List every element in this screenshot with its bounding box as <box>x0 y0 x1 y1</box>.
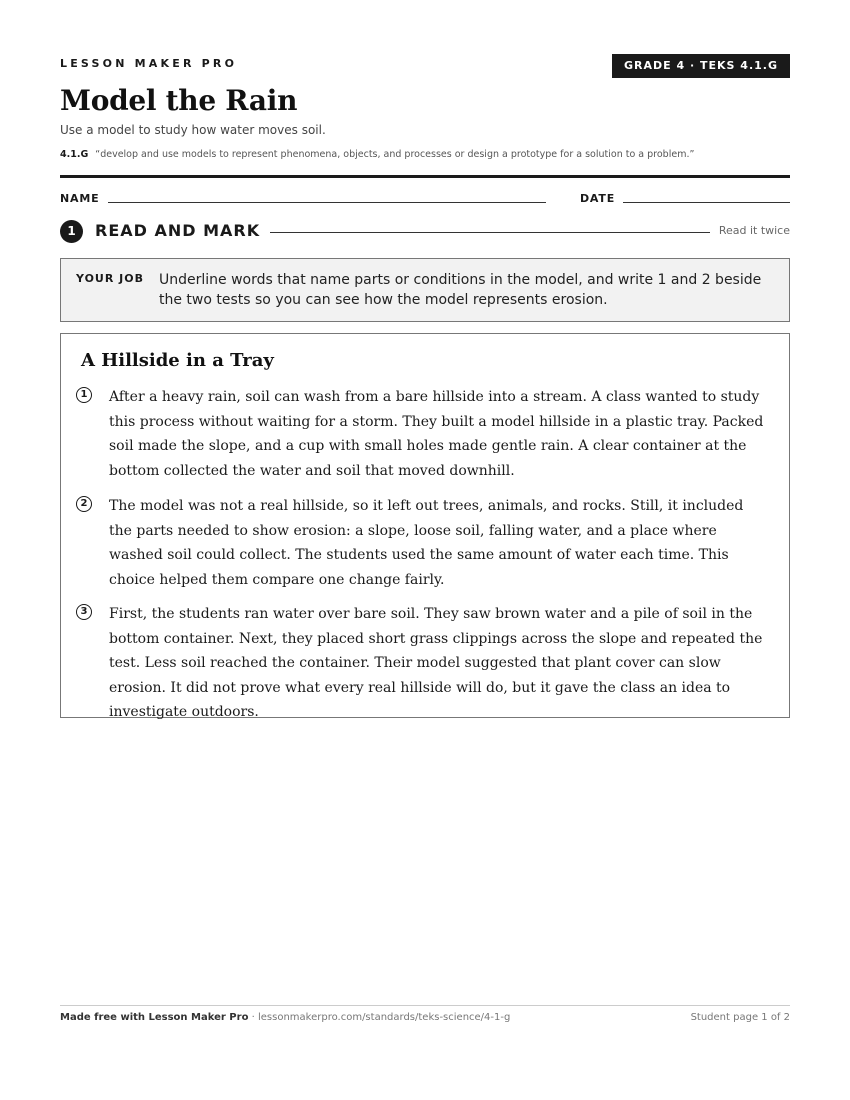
paragraph-text[interactable]: After a heavy rain, soil can wash from a bare hillside into a stream. A class wanted to study this process without waiting for a storm. They built a model hillside in a plastic tray. Packed soil made the slope, and a cup with small holes made gentle rain. A clear container at the bottom collected the water and soil that moved downhill. <box>109 389 764 479</box>
paragraph-text[interactable]: The model was not a real hillside, so it left out trees, animals, and rocks. Still, it included the parts needed to show erosion: a slope, loose soil, falling water, and a place where washed soil could collect. The students used the same amount of water each time. This choice helped them compare one change fairly. <box>109 498 744 588</box>
footer-made-with: Made free with Lesson Maker Pro <box>60 1012 249 1023</box>
section-number-badge: 1 <box>60 220 83 243</box>
footer-divider <box>60 1005 790 1006</box>
your-job-label: YOUR JOB <box>76 272 144 285</box>
grade-badge: GRADE 4 · TEKS 4.1.G <box>612 54 790 78</box>
your-job-box <box>60 258 790 322</box>
page-indicator: Student page 1 of 2 <box>690 1012 790 1023</box>
paragraph-number: 2 <box>76 496 92 512</box>
standard-code: 4.1.G <box>60 149 89 160</box>
footer-credit <box>60 1012 510 1023</box>
date-label: DATE <box>580 192 616 205</box>
section-note: Read it twice <box>718 224 790 237</box>
worksheet-page <box>60 0 790 1100</box>
section-divider <box>270 232 710 233</box>
name-label: NAME <box>60 192 100 205</box>
section-heading <box>60 220 790 244</box>
paragraph-number: 1 <box>76 387 92 403</box>
page-title: Model the Rain <box>60 84 298 117</box>
reading-passage <box>60 333 790 718</box>
passage-title: A Hillside in a Tray <box>81 350 274 371</box>
standard-statement <box>60 149 694 160</box>
page-subtitle: Use a model to study how water moves soil. <box>60 123 326 137</box>
name-date-row <box>60 192 790 206</box>
date-field[interactable] <box>623 202 790 203</box>
name-field[interactable] <box>108 202 546 203</box>
header-divider <box>60 175 790 178</box>
section-title: READ AND MARK <box>95 221 261 240</box>
standard-text: “develop and use models to represent phenomena, objects, and processes or design a prototype for a solution to a problem.” <box>95 149 695 160</box>
your-job-text: Underline words that name parts or conditions in the model, and write 1 and 2 beside the two tests so you can see how the model represents erosion. <box>159 272 762 308</box>
paragraph-number: 3 <box>76 604 92 620</box>
paragraph-text[interactable]: First, the students ran water over bare soil. They saw brown water and a pile of soil in the bottom container. Next, they placed short grass clippings across the slope and repeated the test. Less soil reached the container. Their model suggested that plant cover can slow erosion. It did not prove what every real hillside will do, but it gave the class an idea to investigate outdoors. <box>109 606 763 720</box>
footer-url[interactable]: · lessonmakerpro.com/standards/teks-science/4-1-g <box>248 1012 511 1023</box>
brand-name: LESSON MAKER PRO <box>60 57 238 70</box>
